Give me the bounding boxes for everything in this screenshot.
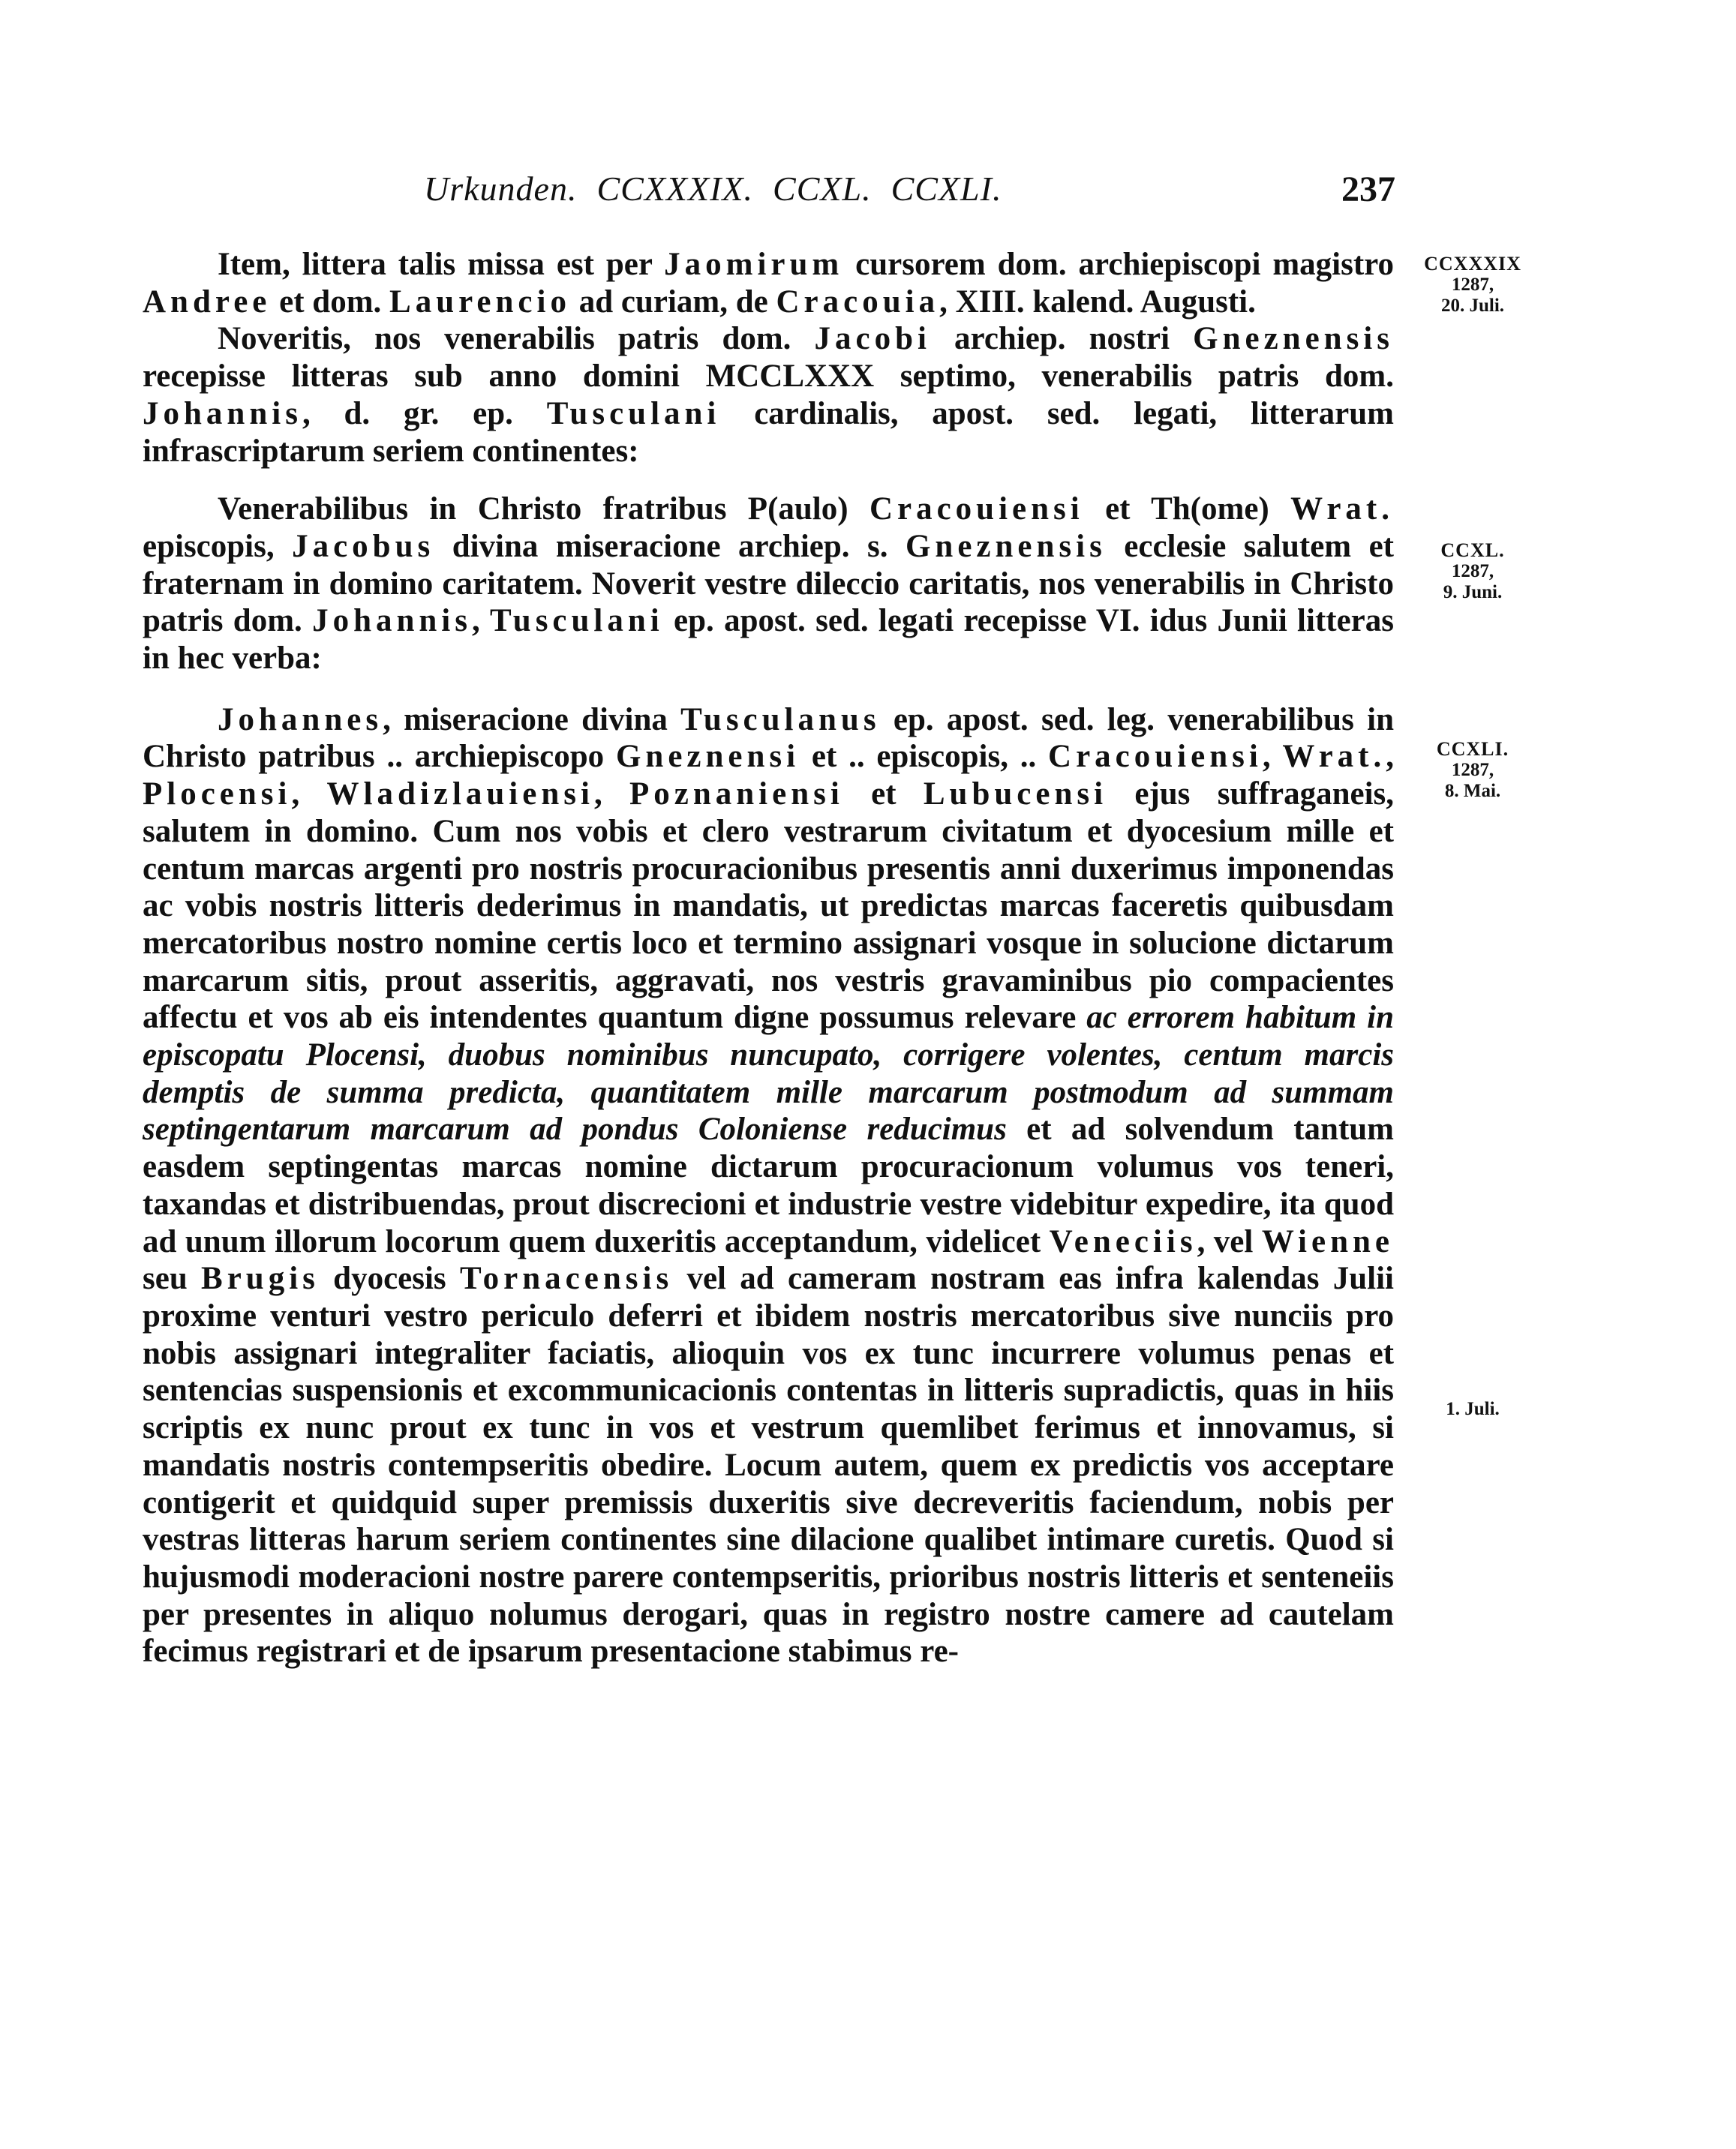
running-title — [424, 169, 1021, 209]
spaced-name: Lubucensi — [923, 776, 1108, 812]
spaced-name: Plocensi — [143, 776, 292, 812]
spaced-name: Tusculanus — [680, 701, 881, 737]
spaced-name: Johannes — [218, 701, 383, 737]
text-run: , — [291, 776, 327, 812]
spaced-name: Veneciis — [1049, 1223, 1197, 1259]
spaced-name: Tornacensis — [459, 1261, 674, 1297]
text-run: , d. gr. ep. — [302, 395, 547, 431]
paragraph-letter-ccxl — [143, 491, 1394, 677]
text-run: cardinalis, apost. sed. legati, litterarum infrascriptarum seriem continentes: — [143, 395, 1394, 469]
margin-date: 1. Juli. — [1446, 1399, 1500, 1419]
spaced-name: Tusculani — [490, 603, 664, 639]
margin-date: 9. Juni. — [1443, 582, 1503, 602]
margin-doc-number: CCXLI. — [1436, 738, 1509, 760]
spaced-name: Johannis — [143, 395, 302, 431]
paragraph-intro — [143, 320, 1394, 470]
margin-year: 1287, — [1451, 561, 1494, 581]
text-run: , — [1262, 739, 1283, 775]
text-run: et — [843, 776, 924, 812]
spaced-name: Wienne — [1261, 1223, 1394, 1259]
text-run: , — [472, 603, 491, 639]
text-run: et .. episcopis, .. — [800, 739, 1049, 775]
text-run: et Th(ome) — [1083, 491, 1291, 527]
spaced-name: Wladizlauiensi — [326, 776, 594, 812]
text-run: , — [1386, 739, 1394, 775]
margin-note-doc3 — [1409, 739, 1536, 802]
doc-numeral: CCXLI. — [891, 170, 1002, 208]
margin-note-doc2 — [1409, 540, 1536, 603]
spaced-name: Wrat. — [1290, 491, 1394, 527]
text-run: , XIII. kalend. Augusti. — [939, 284, 1256, 320]
spaced-name: Brugis — [201, 1261, 320, 1297]
text-run: ad curiam, de — [570, 284, 776, 320]
text-run: et ad solvendum tantum easdem septingentas marcas nomine dictarum procuracionum volumus vos teneri, taxandas et distribuendas, prout discrecioni et industrie vestre videbitur expedire, ita quod ad unum illorum locorum quem duxeritis acceptandum, videlicet — [143, 1112, 1395, 1259]
text-run: ep. apost. sed. legati recepisse VI. idus Junii litteras in hec verba: — [143, 603, 1394, 677]
text-run: archiep. nostri — [930, 321, 1194, 357]
spaced-name: Gneznensi — [615, 739, 800, 775]
margin-year: 1287, — [1451, 275, 1494, 295]
spaced-name: Poznaniensi — [629, 776, 844, 812]
text-run: divina miseracione archiep. s. — [434, 528, 906, 564]
paragraph-letter-ccxli — [143, 701, 1394, 1670]
text-run: vel ad cameram nostram eas infra kalendas Julii proxime venturi vestro periculo deferri et ibidem nostris mercatoribus sive nunciis pro nobis assignari integraliter faciatis, alioquin vos ex tunc incurrere volumus penas et sentencias suspensionis et excommunicacionis contentas in litteris supradictis, quas in hiis scriptis ex nunc prout ex tunc in vos et vestrum quemlibet ferimus et innovamus, si mandatis nostris contempseritis obedire. Locum autem, quem ex predictis vos acceptare contigerit et quidquid super premissis duxeritis sive decreveritis faciendum, nobis per vestras litteras harum seriem continentes sine dilacione qualibet intimare curetis. Quod si hujusmodi moderacioni nostre parere contempseritis, prioribus nostris litteris et senteneiis per presentes in aliquo nolumus derogari, quas in registro nostre camere ad cautelam fecimus registrari et de ipsarum presentacione stabimus re- — [143, 1261, 1394, 1670]
text-run: , — [593, 776, 629, 812]
text-run: Venerabilibus in Christo fratribus P(aulo) — [218, 491, 870, 527]
text-run: recepisse litteras sub anno domini MCCLXXX septimo, venerabilis patris dom. — [143, 359, 1394, 395]
text-run: Item, littera talis missa est per — [218, 247, 665, 282]
text-run: ep. apost. sed. leg. venerabilibus in Christo patribus .. archiepiscopo — [143, 701, 1394, 775]
section-title: Urkunden. — [424, 170, 578, 208]
spaced-name: Jacobus — [292, 528, 435, 564]
text-run: dyocesis — [319, 1261, 460, 1297]
margin-date: 20. Juli. — [1440, 296, 1505, 316]
spaced-name: Andree — [143, 284, 272, 320]
italic-passage: ac errorem habitum in episcopatu Plocensi, duobus nominibus nuncupato, corrigere volentes, centum marcis demptis de summa predicta, quantitatem mille marcarum postmodum ad summam septingentarum marcarum ad pondus Coloniense reducimus — [143, 1000, 1395, 1148]
paragraph-rubric — [143, 246, 1394, 320]
margin-note-doc1 — [1409, 254, 1536, 317]
margin-doc-number: CCXXXIX — [1424, 253, 1521, 275]
spaced-name: Laurencio — [389, 284, 571, 320]
doc-numeral: CCXXXIX. — [596, 170, 754, 208]
margin-year: 1287, — [1451, 760, 1494, 780]
spaced-name: Jaomirum — [664, 247, 844, 282]
margin-note-date — [1409, 1399, 1536, 1420]
spaced-name: Jacobi — [814, 321, 931, 357]
margin-doc-number: CCXL. — [1440, 539, 1505, 561]
running-header — [146, 169, 1395, 214]
text-run: et dom. — [271, 284, 390, 320]
spaced-name: Cracouia — [776, 284, 940, 320]
spaced-name: Tusculani — [546, 395, 721, 431]
text-run: cursorem dom. archiepiscopi magistro — [843, 247, 1394, 282]
text-run: ejus suffraganeis, salutem in domino. Cum nos vobis et clero vestrarum civitatum et dyocesium mille et centum marcas argenti pro nostris procuracionibus presentis anni duxerimus imponendas ac vobis nostris litteris dederimus in mandatis, ut predictas marcas faceretis quibusdam mercatoribus nostro nomine certis loco et termino assignari vosque in solucione dictarum marcarum sitis, prout asseritis, aggravati, nos vestris gravaminibus pio compacientes affectu et vos ab eis intendentes quantum digne possumus relevare — [143, 776, 1395, 1036]
text-run: seu — [143, 1261, 202, 1297]
spaced-name: Cracouiensi — [869, 491, 1084, 527]
spaced-name: Gneznensis — [905, 528, 1107, 564]
document-body — [143, 246, 1394, 1670]
text-run: ecclesie salutem et fraternam in domino caritatem. Noverit vestre dileccio caritatis, nos venerabilis in Christo patris dom. — [143, 528, 1394, 639]
text-run: Noveritis, nos venerabilis patris dom. — [218, 321, 815, 357]
text-run: , vel — [1197, 1223, 1262, 1259]
page-number: 237 — [1341, 170, 1395, 209]
spaced-name: Wrat. — [1282, 739, 1386, 775]
spaced-name: Cracouiensi — [1048, 739, 1263, 775]
text-run: episcopis, — [143, 528, 293, 564]
margin-date: 8. Mai. — [1444, 781, 1501, 801]
spaced-name: Johannis — [312, 603, 472, 639]
text-run: , miseracione divina — [383, 701, 681, 737]
spaced-name: Gneznensis — [1193, 321, 1394, 357]
doc-numeral: CCXL. — [773, 170, 872, 208]
